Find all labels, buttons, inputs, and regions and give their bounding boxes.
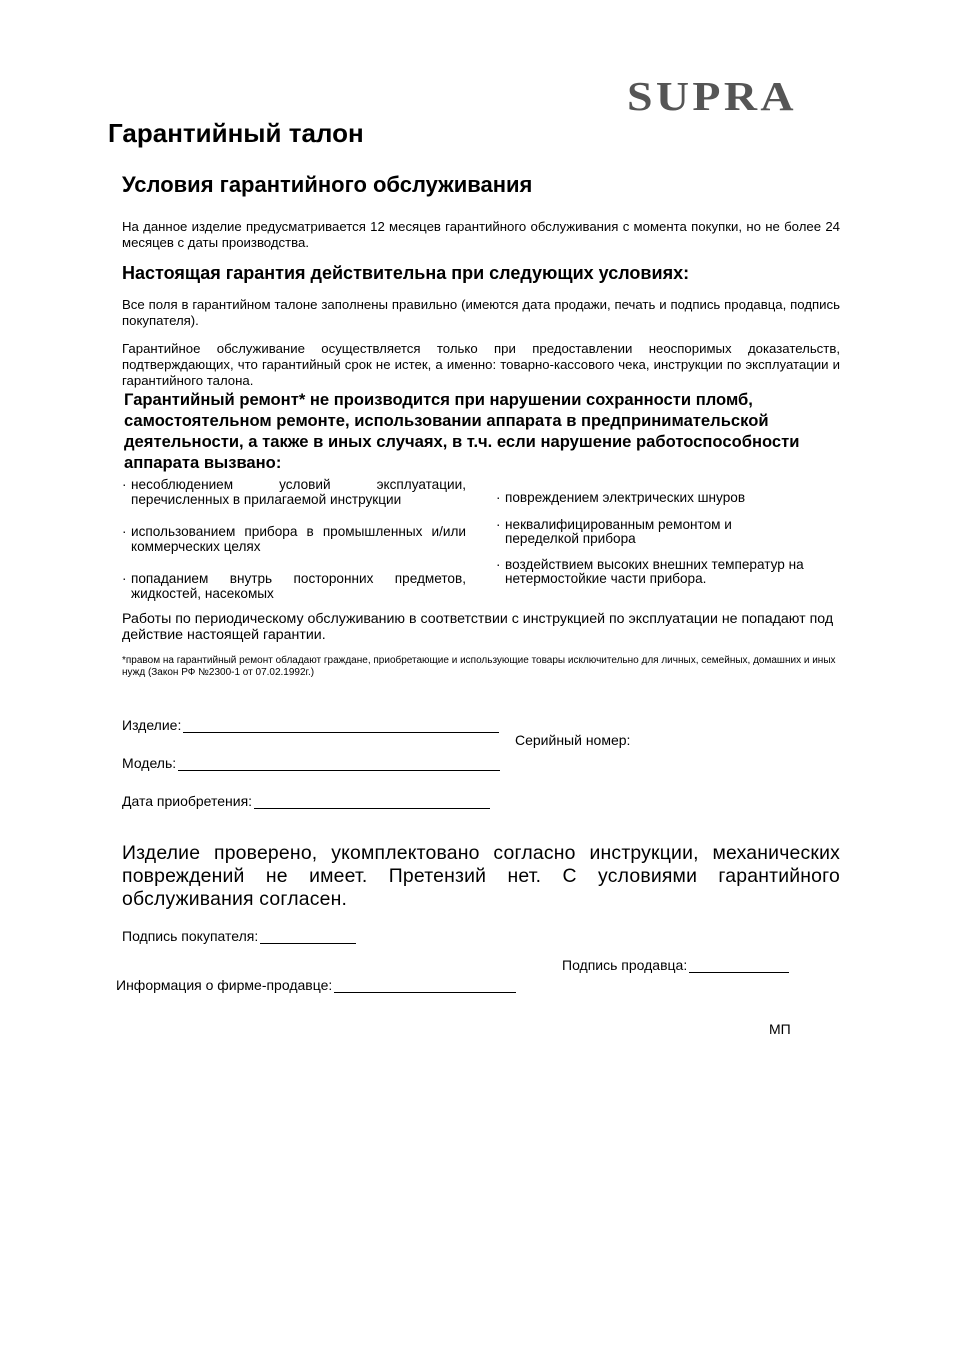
maintenance-note: Работы по периодическому обслуживанию в соответствии с инструкцией по эксплуатации не попадают под действие настоящей гарантии. [122, 611, 834, 643]
seller-signature-field [562, 957, 789, 973]
exclusions-left-list [122, 478, 466, 602]
list-item: · использованием прибора в промышленных и/или коммерческих целях [122, 525, 466, 554]
buyer-signature-label: Подпись покупателя: [122, 928, 259, 944]
product-label: Изделие: [122, 717, 182, 733]
intro-paragraph: На данное изделие предусматривается 12 месяцев гарантийного обслуживания с момента покупки, но не более 24 месяцев с даты производства. [122, 219, 840, 250]
exclusions-title: Гарантийный ремонт* не производится при нарушении сохранности пломб, самостоятельном ремонте, использовании аппарата в предпринимательской деятельности, а также в иных случаях, в т.ч. если нарушение работоспособности аппарата вызвано: [124, 390, 800, 472]
footnote: *правом на гарантийный ремонт обладают граждане, приобретающие и использующие товары исключительно для личных, семейных, домашних и иных нужд (Закон РФ №2300-1 от 07.02.1992г.) [122, 655, 836, 678]
buyer-signature-field [122, 928, 356, 944]
stamp-placeholder: МП [769, 1021, 791, 1037]
list-item: · несоблюдением условий эксплуатации, перечисленных в прилагаемой инструкции [122, 478, 466, 507]
serial-field [515, 732, 630, 748]
exclusions-right-list [496, 491, 842, 587]
condition-2: Гарантийное обслуживание осуществляется только при предоставлении неоспоримых доказательств, подтверждающих, что гарантийный срок не истек, а именно: товарно-кассового чека, инструкции по эксплуатации и гарантийного талона. [122, 341, 840, 388]
model-input-line[interactable] [178, 756, 500, 771]
seller-signature-label: Подпись продавца: [562, 957, 688, 973]
list-item: · воздействием высоких внешних температур на нетермостойкие части прибора. [496, 558, 842, 587]
model-field [122, 755, 500, 771]
conditions-title: Настоящая гарантия действительна при следующих условиях: [122, 263, 690, 283]
seller-info-label: Информация о фирме-продавце: [116, 977, 333, 993]
purchase-date-label: Дата приобретения: [122, 793, 253, 809]
section-title: Условия гарантийного обслуживания [122, 172, 533, 197]
product-input-line[interactable] [183, 718, 499, 733]
seller-info-line[interactable] [334, 978, 516, 993]
purchase-date-input-line[interactable] [254, 794, 490, 809]
seller-signature-line[interactable] [689, 958, 789, 973]
buyer-signature-line[interactable] [260, 929, 356, 944]
acceptance-statement: Изделие проверено, укомплектовано согласно инструкции, механических повреждений не имеет. Претензий нет. С условиями гарантийного обслуживания согласен. [122, 842, 840, 910]
model-label: Модель: [122, 755, 177, 771]
list-item: · попаданием внутрь посторонних предметов, жидкостей, насекомых [122, 572, 466, 601]
product-field [122, 717, 499, 733]
serial-label: Серийный номер: [515, 732, 631, 748]
seller-info-field [116, 977, 516, 993]
condition-1: Все поля в гарантийном талоне заполнены правильно (имеются дата продажи, печать и подпись продавца, подпись покупателя). [122, 297, 840, 328]
list-item: · неквалифицированным ремонтом и переделкой прибора [496, 518, 775, 547]
supra-logo: SUPRA [627, 73, 797, 119]
page-title: Гарантийный талон [108, 118, 364, 148]
purchase-date-field [122, 793, 490, 809]
list-item: · повреждением электрических шнуров [496, 491, 842, 506]
